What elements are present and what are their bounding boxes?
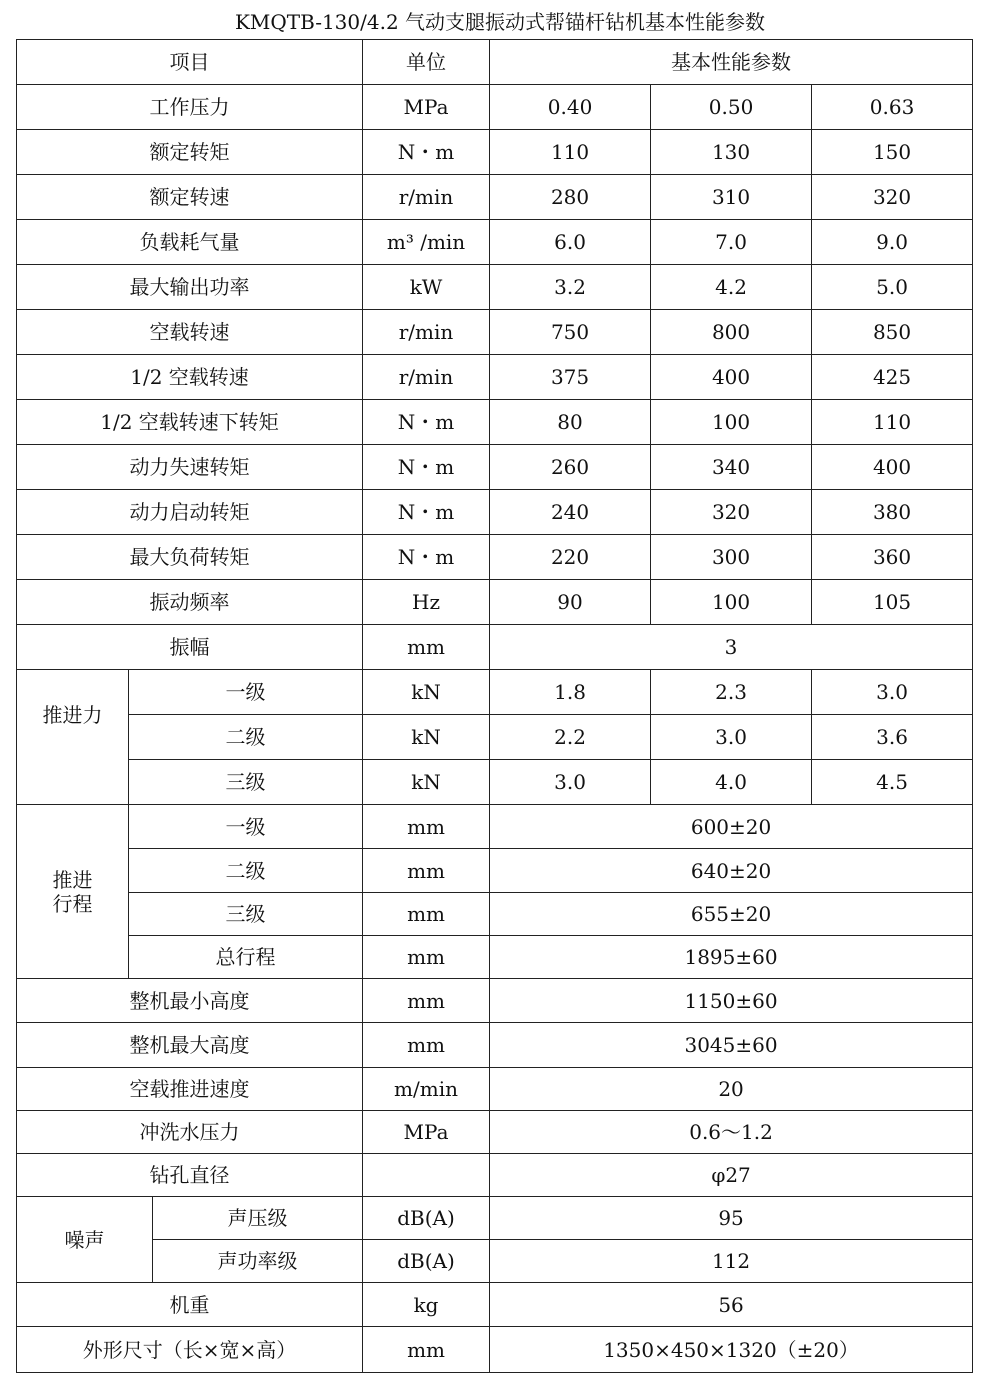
row-unit: mm — [363, 1327, 490, 1373]
table-row — [17, 220, 973, 265]
row-label: 1/2 空载转速 — [17, 355, 363, 400]
header-unit: 单位 — [363, 40, 490, 85]
row-label: 整机最小高度 — [17, 979, 363, 1023]
row-value: 1350×450×1320（±20） — [490, 1327, 973, 1373]
row-sublabel: 一级 — [129, 805, 363, 849]
row-unit: kN — [363, 715, 490, 760]
row-value: 9.0 — [812, 220, 973, 265]
row-label: 空载转速 — [17, 310, 363, 355]
row-unit: kg — [363, 1283, 490, 1327]
row-value: 425 — [812, 355, 973, 400]
row-value: 100 — [651, 580, 812, 625]
row-unit: N・m — [363, 490, 490, 535]
table-row-thrust — [17, 760, 973, 805]
row-value: 0.63 — [812, 85, 973, 130]
table-row — [17, 1111, 973, 1154]
row-value: 300 — [651, 535, 812, 580]
row-value: 105 — [812, 580, 973, 625]
row-value: 380 — [812, 490, 973, 535]
row-value: 400 — [651, 355, 812, 400]
row-value: 7.0 — [651, 220, 812, 265]
row-value: 4.0 — [651, 760, 812, 805]
row-value: 640±20 — [490, 849, 973, 893]
row-value: 6.0 — [490, 220, 651, 265]
row-value: 1.8 — [490, 670, 651, 715]
row-label: 冲洗水压力 — [17, 1111, 363, 1154]
table-row — [17, 490, 973, 535]
table-row-stroke — [17, 805, 973, 849]
row-value: 130 — [651, 130, 812, 175]
row-sublabel: 二级 — [129, 849, 363, 893]
row-value: 600±20 — [490, 805, 973, 849]
thrust-group-label: 推进力 — [17, 670, 129, 760]
row-sublabel: 一级 — [129, 670, 363, 715]
row-value: 80 — [490, 400, 651, 445]
row-unit: mm — [363, 893, 490, 936]
table-row — [17, 979, 973, 1023]
row-value: 3045±60 — [490, 1023, 973, 1068]
row-value: 3.0 — [812, 670, 973, 715]
row-value: 3.0 — [490, 760, 651, 805]
row-unit: mm — [363, 849, 490, 893]
row-unit: N・m — [363, 535, 490, 580]
row-unit: r/min — [363, 175, 490, 220]
row-value: 2.3 — [651, 670, 812, 715]
row-label: 振动频率 — [17, 580, 363, 625]
page-title: KMQTB-130/4.2 气动支腿振动式帮锚杆钻机基本性能参数 — [234, 10, 766, 34]
row-value: 220 — [490, 535, 651, 580]
table-row-thrust — [17, 670, 973, 715]
row-label: 动力失速转矩 — [17, 445, 363, 490]
table-row — [17, 310, 973, 355]
row-label: 机重 — [17, 1283, 363, 1327]
row-unit: mm — [363, 1023, 490, 1068]
row-sublabel: 三级 — [129, 893, 363, 936]
row-value: 100 — [651, 400, 812, 445]
row-unit — [363, 1154, 490, 1197]
row-value: 20 — [490, 1068, 973, 1111]
row-sublabel: 二级 — [129, 715, 363, 760]
row-value: 340 — [651, 445, 812, 490]
table-row-amplitude — [17, 625, 973, 670]
row-unit: m/min — [363, 1068, 490, 1111]
row-value: 3 — [490, 625, 973, 670]
row-unit: N・m — [363, 130, 490, 175]
row-value: 0.40 — [490, 85, 651, 130]
table-row-stroke — [17, 936, 973, 979]
row-unit: r/min — [363, 310, 490, 355]
row-value: 320 — [651, 490, 812, 535]
row-unit: N・m — [363, 445, 490, 490]
row-sublabel: 声压级 — [153, 1197, 363, 1240]
row-value: 3.0 — [651, 715, 812, 760]
stroke-label-line2: 行程 — [52, 891, 93, 916]
row-sublabel: 总行程 — [129, 936, 363, 979]
table-row — [17, 265, 973, 310]
row-value: 850 — [812, 310, 973, 355]
row-label: 外形尺寸（长×宽×高） — [17, 1327, 363, 1373]
row-value: 0.6～1.2 — [490, 1111, 973, 1154]
row-label: 最大负荷转矩 — [17, 535, 363, 580]
table-row — [17, 130, 973, 175]
row-value: 112 — [490, 1240, 973, 1283]
table-row-stroke — [17, 849, 973, 893]
row-value: 95 — [490, 1197, 973, 1240]
header-item: 项目 — [17, 40, 363, 85]
row-unit: m³ /min — [363, 220, 490, 265]
table-row — [17, 1023, 973, 1068]
row-unit: mm — [363, 979, 490, 1023]
row-unit: mm — [363, 625, 490, 670]
row-value: 655±20 — [490, 893, 973, 936]
row-value: 280 — [490, 175, 651, 220]
table-row — [17, 1327, 973, 1373]
row-unit: kN — [363, 760, 490, 805]
row-label: 1/2 空载转速下转矩 — [17, 400, 363, 445]
row-value: 3.2 — [490, 265, 651, 310]
row-label: 负载耗气量 — [17, 220, 363, 265]
row-value: 1150±60 — [490, 979, 973, 1023]
row-unit: r/min — [363, 355, 490, 400]
row-label: 额定转矩 — [17, 130, 363, 175]
row-unit: MPa — [363, 85, 490, 130]
row-unit: mm — [363, 805, 490, 849]
row-label: 动力启动转矩 — [17, 490, 363, 535]
stroke-label-line1: 推进 — [52, 867, 93, 892]
table-row — [17, 175, 973, 220]
table-row — [17, 535, 973, 580]
table-row-noise — [17, 1197, 973, 1240]
row-value: 260 — [490, 445, 651, 490]
row-value: 3.6 — [812, 715, 973, 760]
row-label: 空载推进速度 — [17, 1068, 363, 1111]
row-value: 375 — [490, 355, 651, 400]
row-value: φ27 — [490, 1154, 973, 1197]
row-unit: N・m — [363, 400, 490, 445]
table-row — [17, 1068, 973, 1111]
table-row — [17, 1283, 973, 1327]
row-label: 额定转速 — [17, 175, 363, 220]
row-unit: MPa — [363, 1111, 490, 1154]
row-value: 240 — [490, 490, 651, 535]
table-row — [17, 580, 973, 625]
row-unit: Hz — [363, 580, 490, 625]
row-unit: mm — [363, 936, 490, 979]
row-label: 整机最大高度 — [17, 1023, 363, 1068]
row-value: 4.5 — [812, 760, 973, 805]
row-value: 360 — [812, 535, 973, 580]
row-value: 150 — [812, 130, 973, 175]
table-header-row — [17, 40, 973, 85]
row-value: 90 — [490, 580, 651, 625]
table-row — [17, 445, 973, 490]
stroke-group-label — [17, 805, 129, 979]
row-label: 工作压力 — [17, 85, 363, 130]
table-row — [17, 355, 973, 400]
noise-group-label: 噪声 — [17, 1197, 153, 1283]
row-value: 2.2 — [490, 715, 651, 760]
row-value: 400 — [812, 445, 973, 490]
spec-table — [16, 39, 973, 1373]
table-row — [17, 1154, 973, 1197]
row-value: 4.2 — [651, 265, 812, 310]
thrust-group-continuation — [17, 760, 129, 805]
row-value: 800 — [651, 310, 812, 355]
row-label: 振幅 — [17, 625, 363, 670]
row-value: 0.50 — [651, 85, 812, 130]
row-value: 750 — [490, 310, 651, 355]
row-value: 1895±60 — [490, 936, 973, 979]
row-unit: dB(A) — [363, 1197, 490, 1240]
row-value: 5.0 — [812, 265, 973, 310]
table-row-stroke — [17, 893, 973, 936]
row-value: 320 — [812, 175, 973, 220]
row-label: 钻孔直径 — [17, 1154, 363, 1197]
table-row-noise — [17, 1240, 973, 1283]
row-unit: dB(A) — [363, 1240, 490, 1283]
table-row-thrust — [17, 715, 973, 760]
row-value: 310 — [651, 175, 812, 220]
row-value: 110 — [490, 130, 651, 175]
row-value: 56 — [490, 1283, 973, 1327]
row-sublabel: 三级 — [129, 760, 363, 805]
row-unit: kW — [363, 265, 490, 310]
header-params: 基本性能参数 — [490, 40, 973, 85]
row-label: 最大输出功率 — [17, 265, 363, 310]
row-unit: kN — [363, 670, 490, 715]
table-row — [17, 400, 973, 445]
table-row — [17, 85, 973, 130]
row-sublabel: 声功率级 — [153, 1240, 363, 1283]
row-value: 110 — [812, 400, 973, 445]
